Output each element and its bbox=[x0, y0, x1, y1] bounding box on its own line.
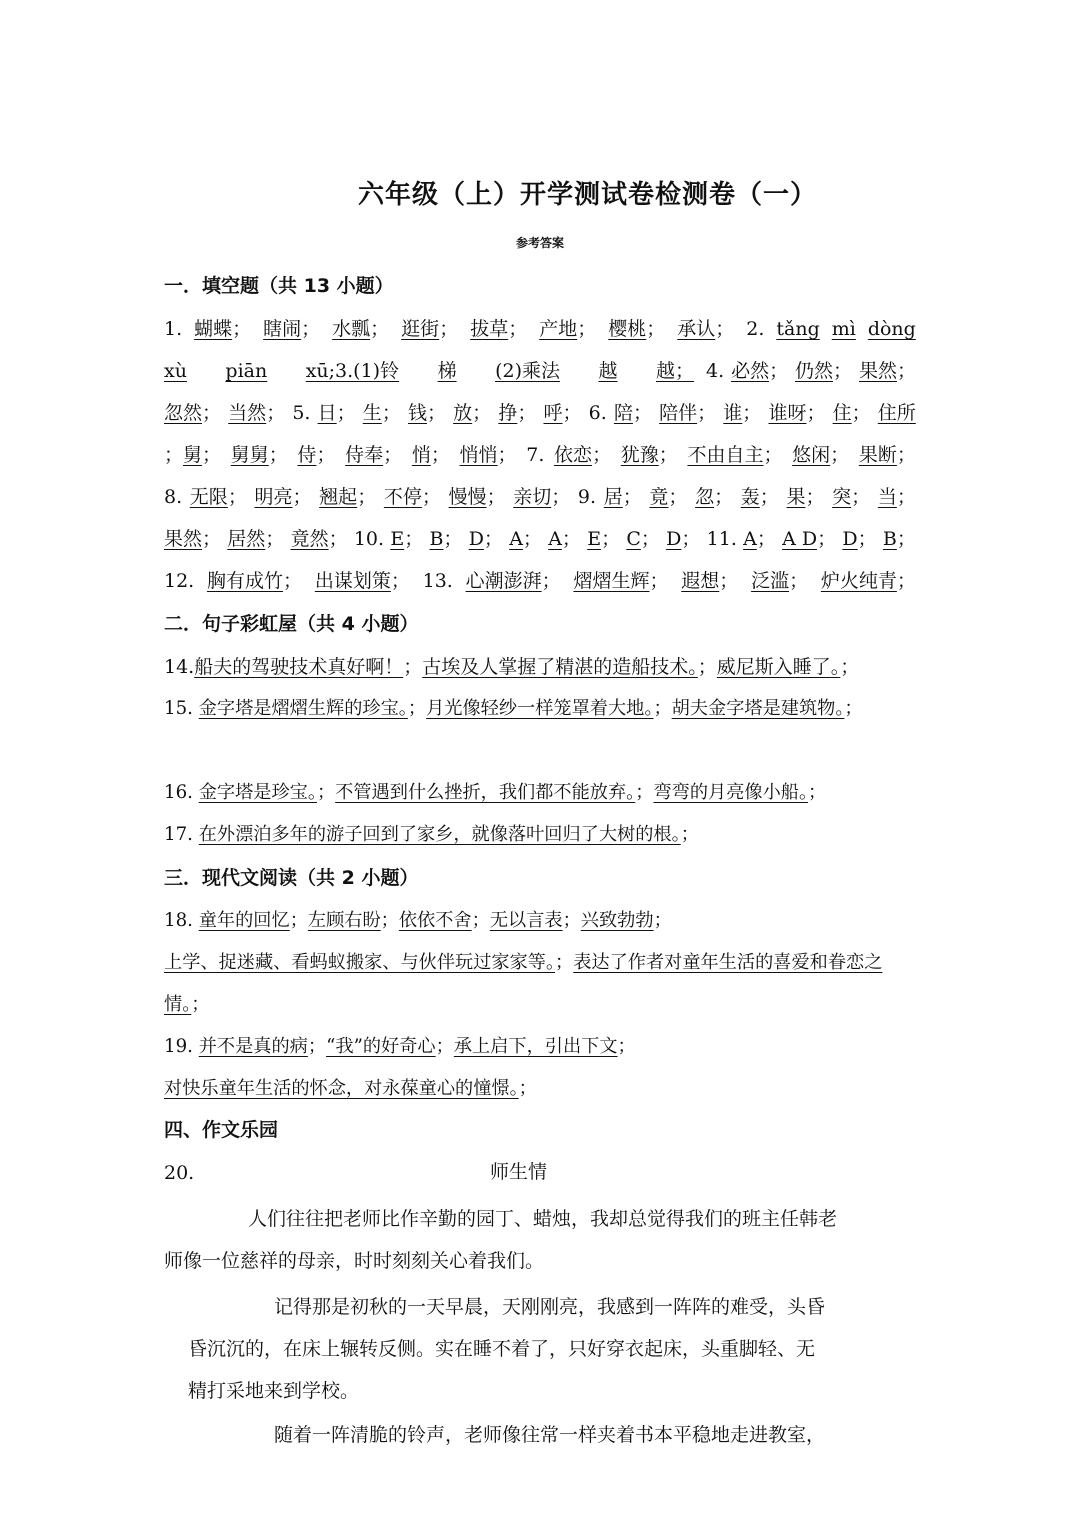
answer-text: 金字塔是熠熠生辉的珍宝。 bbox=[198, 698, 408, 719]
answer-text: 不管遇到什么挫折，我们都不能放弃。 bbox=[335, 782, 636, 803]
answer-text: 居然 bbox=[227, 528, 266, 550]
question-number: 6. bbox=[588, 402, 607, 424]
question-number: 13. bbox=[422, 570, 453, 592]
question-number: 14. bbox=[164, 656, 195, 678]
answer-text: 兴致勃勃 bbox=[580, 910, 654, 931]
answer-text: 当 bbox=[877, 486, 897, 508]
answer-text: 在外漂泊多年的游子回到了家乡，就像落叶回归了大树的根。 bbox=[198, 824, 681, 845]
answer-text: “我”的好奇心 bbox=[326, 1036, 436, 1057]
answer-text: 弯弯的月亮像小船。 bbox=[653, 782, 809, 803]
answer-line-6: 果然； 居然； 竟然； 10. E； B； D； A； A； E； C； D； 11. A； A D； D； B； bbox=[164, 518, 916, 560]
question-number: 9. bbox=[577, 486, 597, 508]
essay-number: 20. bbox=[164, 1162, 195, 1184]
answer-line-18b: 上学、捉迷藏、看蚂蚁搬家、与伙伴玩过家家等。；表达了作者对童年生活的喜爱和眷恋之情。； bbox=[164, 952, 883, 1015]
answer-text: 依依不舍 bbox=[398, 910, 472, 931]
answer-text: A bbox=[548, 528, 562, 550]
answer-text: 忽然 bbox=[164, 402, 203, 424]
answer-text: D bbox=[842, 528, 858, 550]
answer-text: 果然 bbox=[858, 360, 897, 382]
page-title: 六年级（上）开学测试卷检测卷（一） bbox=[357, 180, 817, 210]
answer-text: 仍然 bbox=[795, 360, 834, 382]
answer-text: 居 bbox=[603, 486, 623, 508]
answer-text: 水瓢 bbox=[332, 318, 371, 340]
answer-text: 竟然 bbox=[290, 528, 329, 550]
answer-text: 舅舅 bbox=[230, 444, 269, 466]
answer-text: 犹豫 bbox=[620, 444, 659, 466]
answer-text: 陪 bbox=[613, 402, 633, 424]
answer-text: C bbox=[626, 528, 641, 550]
answer-text: 当然 bbox=[228, 402, 267, 424]
answer-line-19b: 对快乐童年生活的怀念，对永葆童心的憧憬。； bbox=[164, 1078, 537, 1099]
essay-line: 精打采地来到学校。 bbox=[188, 1380, 360, 1402]
answer-text: B bbox=[882, 528, 897, 550]
section-heading-sentences: 二．句子彩虹屋（共 4 小题） bbox=[164, 613, 419, 635]
page-subtitle: 参考答案 bbox=[515, 236, 564, 250]
question-number: 17. bbox=[164, 824, 193, 845]
answer-text: A bbox=[509, 528, 523, 550]
answer-text: 无以言表 bbox=[489, 910, 563, 931]
pinyin-text: tǎng bbox=[776, 318, 820, 340]
essay-line: 师像一位慈祥的母亲，时时刻刻关心着我们。 bbox=[164, 1250, 545, 1272]
essay-line: 昏沉沉的，在床上辗转反侧。实在睡不着了，只好穿衣起床，头重脚轻、无 bbox=[188, 1338, 816, 1360]
answer-text: 住 bbox=[832, 402, 852, 424]
answer-text: 月光像轻纱一样笼罩着大地。 bbox=[426, 698, 654, 719]
answer-text: B bbox=[429, 528, 444, 550]
pinyin-text: xù bbox=[164, 360, 187, 382]
answer-text: 承上启下，引出下文 bbox=[453, 1036, 618, 1057]
answer-text: 果 bbox=[786, 486, 806, 508]
answer-text: 左顾右盼 bbox=[307, 910, 381, 931]
answer-text: 慢慢 bbox=[448, 486, 487, 508]
answer-text: 呼 bbox=[543, 402, 563, 424]
answer-text: 明亮 bbox=[254, 486, 293, 508]
answer-line-7: 12. 胸有成竹； 出谋划策； 13. 心潮澎湃； 熠熠生辉； 遐想； 泛滥； 炉火纯青； bbox=[164, 560, 916, 602]
answer-text: 蝴蝶 bbox=[194, 318, 233, 340]
answer-text: 必然 bbox=[731, 360, 770, 382]
answer-line-3: 忽然； 当然； 5. 日； 生； 钱； 放； 挣； 呼； 6. 陪； 陪伴； 谁； 谁呀； 住； 住所 bbox=[164, 392, 916, 434]
question-number: 16. bbox=[164, 782, 193, 803]
answer-line-4: ；舅； 舅舅； 侍； 侍奉； 悄； 悄悄； 7. 依恋； 犹豫； 不由自主； 悠闲； 果断； bbox=[164, 434, 916, 476]
answer-text: 果然 bbox=[164, 528, 203, 550]
answer-text: 胡夫金字塔是建筑物。 bbox=[671, 698, 845, 719]
answer-text: 心潮澎湃 bbox=[465, 570, 542, 592]
question-number: 12. bbox=[164, 570, 195, 592]
answer-text: 拔草 bbox=[470, 318, 509, 340]
section-heading-fill-blank: 一．填空题（共 13 小题） bbox=[164, 275, 394, 297]
answer-text: 承认 bbox=[677, 318, 716, 340]
answer-text: 亲切 bbox=[513, 486, 552, 508]
answer-text: 悄 bbox=[411, 444, 431, 466]
answer-text: 泛滥 bbox=[751, 570, 790, 592]
answer-text: 炉火纯青 bbox=[820, 570, 897, 592]
answer-text: 越 bbox=[598, 360, 618, 382]
answer-line-1: 1. 蝴蝶； 瞎闹； 水瓢； 逛街； 拔草； 产地； 樱桃； 承认； 2. tǎng mì dòng bbox=[164, 308, 916, 350]
answer-text: 胸有成竹 bbox=[207, 570, 284, 592]
answer-text: 忽 bbox=[695, 486, 715, 508]
essay-line: 记得那是初秋的一天早晨，天刚刚亮，我感到一阵阵的难受，头昏 bbox=[274, 1296, 826, 1318]
answer-text: 轰 bbox=[740, 486, 760, 508]
answer-text: 古埃及人掌握了精湛的造船技术。 bbox=[422, 656, 698, 678]
answer-line-2 bbox=[164, 350, 694, 392]
answer-text: 日 bbox=[317, 402, 337, 424]
pinyin-text: xū;3.(1)铃 bbox=[305, 360, 400, 382]
pinyin-text: piān bbox=[225, 360, 268, 382]
answer-text: 不停 bbox=[383, 486, 422, 508]
question-number: 2. bbox=[746, 318, 765, 340]
answer-text: 表达了作者对童年生活的喜爱和眷恋之情。 bbox=[164, 952, 883, 1015]
answer-text: A D bbox=[782, 528, 818, 550]
answer-line-17: 17. 在外漂泊多年的游子回到了家乡，就像落叶回归了大树的根。； bbox=[164, 814, 916, 856]
question-number: 19. bbox=[164, 1036, 193, 1057]
answer-line-14: 14.船夫的驾驶技术真好啊！；古埃及人掌握了精湛的造船技术。；威尼斯入睡了。； bbox=[164, 646, 916, 688]
answer-text: 住所 bbox=[877, 402, 916, 424]
answer-line-15: 15. 金字塔是熠熠生辉的珍宝。；月光像轻纱一样笼罩着大地。；胡夫金字塔是建筑物。； bbox=[164, 688, 916, 730]
answer-text: 依恋 bbox=[554, 444, 593, 466]
answer-text: 翘起 bbox=[319, 486, 358, 508]
answer-text: 金字塔是珍宝。 bbox=[198, 782, 317, 803]
answer-text: 并不是真的病 bbox=[198, 1036, 308, 1057]
essay-title: 师生情 bbox=[490, 1161, 548, 1183]
answer-text: 樱桃 bbox=[608, 318, 647, 340]
answer-text: 生 bbox=[362, 402, 382, 424]
answer-text: 谁 bbox=[723, 402, 743, 424]
answer-text: E bbox=[390, 528, 405, 550]
answer-text: A bbox=[743, 528, 757, 550]
pinyin-text: mì bbox=[831, 318, 856, 340]
answer-text: 产地 bbox=[539, 318, 578, 340]
essay-line: 人们往往把老师比作辛勤的园丁、蜡烛，我却总觉得我们的班主任韩老 bbox=[248, 1208, 838, 1230]
pinyin-text: dòng bbox=[867, 318, 916, 340]
answer-line-19: 19. 并不是真的病；“我”的好奇心；承上启下，引出下文； bbox=[164, 1026, 916, 1068]
answer-text: 悠闲 bbox=[792, 444, 831, 466]
section-heading-writing: 四、作文乐园 bbox=[164, 1119, 279, 1141]
answer-text: 突 bbox=[832, 486, 852, 508]
answer-text: E bbox=[587, 528, 602, 550]
answer-text: 遐想 bbox=[681, 570, 720, 592]
answer-text: D bbox=[468, 528, 484, 550]
answer-text: 侍 bbox=[297, 444, 317, 466]
answer-text: 放 bbox=[453, 402, 473, 424]
question-number: 18. bbox=[164, 910, 193, 931]
essay-line: 随着一阵清脆的铃声，老师像往常一样夹着书本平稳地走进教室， bbox=[274, 1424, 826, 1446]
answer-text: 熠熠生辉 bbox=[573, 570, 650, 592]
answer-text: 瞎闹 bbox=[263, 318, 302, 340]
question-number: 8. bbox=[164, 486, 183, 508]
answer-text: 不由自主 bbox=[687, 444, 764, 466]
answer-text: D bbox=[666, 528, 682, 550]
answer-text: 船夫的驾驶技术真好啊！ bbox=[194, 656, 404, 678]
question-number: 1. bbox=[164, 318, 183, 340]
answer-text: 谁呀 bbox=[768, 402, 807, 424]
answer-text: 侍奉 bbox=[345, 444, 384, 466]
question-number: 11. bbox=[706, 528, 737, 550]
answer-line-2b: 4. 必然； 仍然； 果然； bbox=[706, 350, 916, 392]
answer-text: 挣 bbox=[498, 402, 518, 424]
answer-text: (2)乘法 bbox=[495, 360, 560, 382]
answer-text: 上学、捉迷藏、看蚂蚁搬家、与伙伴玩过家家等。 bbox=[164, 952, 556, 973]
question-number: 5. bbox=[292, 402, 311, 424]
section-heading-reading: 三．现代文阅读（共 2 小题） bbox=[164, 867, 419, 889]
answer-text: 逛街 bbox=[401, 318, 440, 340]
answer-text: 竟 bbox=[649, 486, 669, 508]
question-number: 7. bbox=[526, 444, 545, 466]
answer-text: 舅 bbox=[183, 444, 203, 466]
answer-text: 对快乐童年生活的怀念，对永葆童心的憧憬。 bbox=[164, 1078, 519, 1099]
question-number: 10. bbox=[353, 528, 385, 550]
question-number: 15. bbox=[164, 698, 193, 719]
answer-line-5: 8. 无限； 明亮； 翘起； 不停； 慢慢； 亲切； 9. 居； 竟； 忽； 轰； 果； 突； 当； bbox=[164, 476, 916, 518]
answer-text: 陪伴 bbox=[659, 402, 698, 424]
answer-text: 威尼斯入睡了。 bbox=[716, 656, 841, 678]
answer-line-16: 16. 金字塔是珍宝。；不管遇到什么挫折，我们都不能放弃。；弯弯的月亮像小船。； bbox=[164, 772, 916, 814]
answer-text: 钱 bbox=[407, 402, 427, 424]
answer-text: 悄悄 bbox=[459, 444, 498, 466]
answer-text: 梯 bbox=[437, 360, 457, 382]
question-number: 4. bbox=[706, 360, 725, 382]
answer-text: 出谋划策 bbox=[314, 570, 391, 592]
answer-text: 越； bbox=[655, 360, 694, 382]
answer-text: 果断 bbox=[858, 444, 897, 466]
answer-line-18: 18. 童年的回忆；左顾右盼；依依不舍；无以言表；兴致勃勃； bbox=[164, 900, 916, 942]
answer-text: 童年的回忆 bbox=[198, 910, 290, 931]
answer-text: 无限 bbox=[189, 486, 228, 508]
